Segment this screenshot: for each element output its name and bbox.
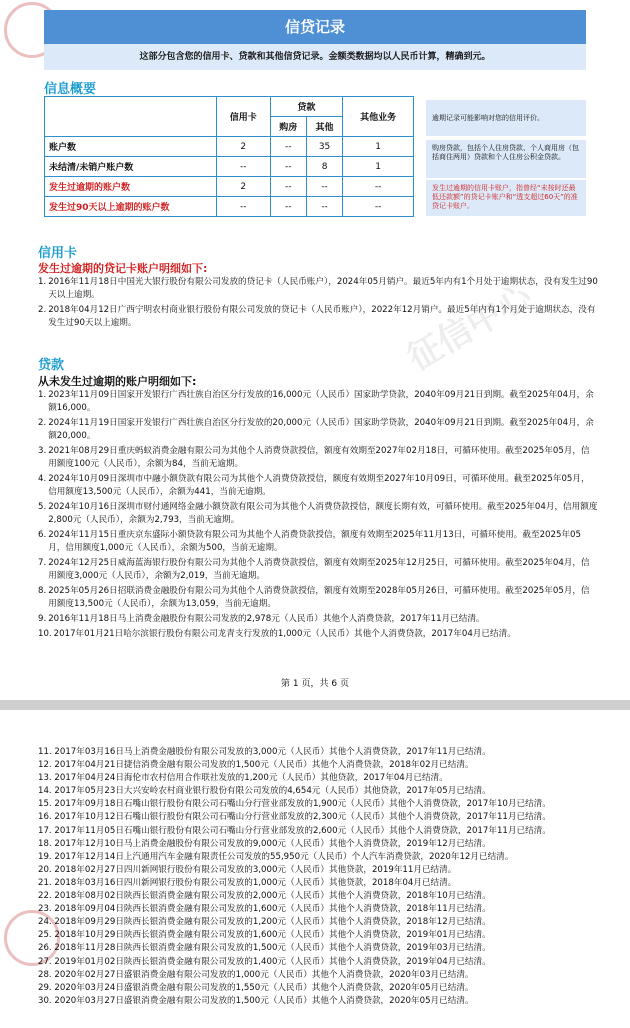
cell-biz: -- <box>343 177 414 197</box>
cell-cc: 2 <box>217 137 271 157</box>
list-item: 8. 2025年05月26日招联消费金融股份有限公司为其他个人消费贷款授信，额度有效期至2028年05月26日，可循环使用。截至2025年05月，信用额度13,500元（人民币），余额为13,059，当前无逾期。 <box>38 586 590 609</box>
table-row <box>45 157 414 177</box>
list-item: 14. 2017年05月23日大兴安岭农村商业银行股份有限公司发放的4,654元（人民币）其他贷款，2017年05月已结清。 <box>38 786 491 797</box>
list-item: 9. 2016年11月18日马上消费金融股份有限公司发放的2,978元（人民币）其他个人消费贷款，2017年11月已结清。 <box>38 614 485 624</box>
cell-other: 8 <box>306 157 342 177</box>
cell-cc: -- <box>217 157 271 177</box>
list-item: 15. 2017年09月18日石嘴山银行股份有限公司石嘴山分行营业部发放的1,900元（人民币）其他个人消费贷款，2017年10月已结清。 <box>38 799 551 810</box>
cell-housing: -- <box>270 137 306 157</box>
list-item: 20. 2018年02月27日四川新网银行股份有限公司发放的3,000元（人民币）其他贷款，2019年11月已结清。 <box>38 864 457 875</box>
summary-section-title: 信息概要 <box>44 82 97 97</box>
loan-list <box>38 389 598 643</box>
loan-list-continued <box>38 746 598 1008</box>
list-item: 18. 2017年12月10日马上消费金融股份有限公司发放的9,000元（人民币）其他个人消费贷款，2019年12月已结清。 <box>38 838 491 849</box>
cell-biz: -- <box>343 197 414 217</box>
cell-other: -- <box>306 177 342 197</box>
cell-other: 35 <box>306 137 342 157</box>
watermark-text: 征信中心 <box>400 276 539 379</box>
list-item: 29. 2020年03月24日盛银消费金融有限公司发放的1,550元（人民币）其他个人消费贷款，2020年05月已结清。 <box>38 982 474 993</box>
cell-housing: -- <box>270 197 306 217</box>
list-item: 23. 2018年09月04日陕西长银消费金融有限公司发放的1,600元（人民币）其他个人消费贷款，2018年11月已结清。 <box>38 904 491 915</box>
list-item: 26. 2018年11月28日陕西长银消费金融有限公司发放的1,500元（人民币）其他个人消费贷款，2019年03月已结清。 <box>38 943 491 954</box>
summary-table <box>44 96 414 217</box>
cell-biz: 1 <box>343 137 414 157</box>
list-item: 12. 2017年04月21日捷信消费金融有限公司发放的1,500元（人民币）其他个人消费贷款，2018年02月已结清。 <box>38 760 474 771</box>
list-item: 30. 2020年03月27日盛银消费金融有限公司发放的1,500元（人民币）其他个人消费贷款，2020年05月已结清。 <box>38 995 474 1006</box>
credit-card-sub-title: 发生过逾期的贷记卡账户明细如下: <box>38 262 208 275</box>
list-item: 25. 2018年10月29日陕西长银消费金融有限公司发放的1,600元（人民币）其他个人消费贷款，2019年01月已结清。 <box>38 930 491 941</box>
list-item: 16. 2017年10月12日石嘴山银行股份有限公司石嘴山分行营业部发放的2,300元（人民币）其他个人消费贷款，2017年11月已结清。 <box>38 812 551 823</box>
list-item: 11. 2017年03月16日马上消费金融股份有限公司发放的3,000元（人民币）其他个人消费贷款，2017年11月已结清。 <box>38 747 491 757</box>
note-housing-loan: 购房贷款，包括个人住房贷款、个人商用房（包括商住两用）贷款和个人住房公积金贷款。 <box>426 140 586 178</box>
row-label: 发生过90天以上逾期的账户数 <box>45 197 217 217</box>
table-header-row <box>45 97 414 117</box>
credit-card-section-title: 信用卡 <box>38 246 78 261</box>
credit-card-list <box>38 276 598 332</box>
list-item: 3. 2021年08月29日重庆蚂蚁消费金融有限公司为其他个人消费贷款授信，额度有效期至2027年02月18日，可循环使用。截至2025年05月，信用额度100元（人民币），余额为84，当前无逾期。 <box>38 446 590 469</box>
cell-housing: -- <box>270 177 306 197</box>
list-item: 24. 2018年09月29日陕西长银消费金融有限公司发放的1,200元（人民币）其他个人消费贷款，2018年12月已结清。 <box>38 917 491 928</box>
page-separator <box>0 700 630 710</box>
list-item: 1. 2016年11月18日中国光大银行股份有限公司发放的贷记卡（人民币账户），2024年05月销户。最近5年内有1个月处于逾期状态，没有发生过90天以上逾期。 <box>38 277 598 300</box>
table-row <box>45 197 414 217</box>
row-label: 账户数 <box>45 137 217 157</box>
table-row <box>45 177 414 197</box>
list-item: 4. 2024年10月09日深圳市中融小额贷款有限公司为其他个人消费贷款授信，额度有效期至2027年10月09日，可循环使用。截至2025年05月，信用额度13,500元（人民币），余额为441，当前无逾期。 <box>38 474 590 497</box>
list-item: 10. 2017年01月21日哈尔滨银行股份有限公司龙青支行发放的1,000元（人民币）其他个人消费贷款，2017年04月已结清。 <box>38 629 516 639</box>
loan-section-title: 贷款 <box>38 358 65 373</box>
list-item: 1. 2023年11月09日国家开发银行广西壮族自治区分行发放的16,000元（人民币）国家助学贷款，2040年09月21日到期。截至2025年04月，余额16,000。 <box>38 390 594 413</box>
list-item: 13. 2017年04月24日海伦市农村信用合作联社发放的1,200元（人民币）其他贷款，2017年04月已结清。 <box>38 773 448 784</box>
page-title: 信贷记录 <box>44 10 586 44</box>
loan-sub-title: 从未发生过逾期的账户明细如下: <box>38 375 197 388</box>
list-item: 6. 2024年11月15日重庆京东盛际小额贷款有限公司为其他个人消费贷款授信，额度有效期至2025年11月13日，可循环使用。截至2025年05月，信用额度1,000元（人民币），余额为500，当前无逾期。 <box>38 530 581 553</box>
list-item: 19. 2017年12月14日上汽通用汽车金融有限责任公司发放的55,950元（人民币）个人汽车消费贷款，2020年12月已结清。 <box>38 851 514 862</box>
list-item: 21. 2018年03月16日四川新网银行股份有限公司发放的1,000元（人民币）其他贷款，2018年04月已结清。 <box>38 877 457 888</box>
header-credit-card: 信用卡 <box>217 97 271 137</box>
cell-housing: -- <box>270 157 306 177</box>
report-page-2 <box>0 710 630 1028</box>
note-overdue-impact: 逾期记录可能影响对您的信用评价。 <box>426 100 586 136</box>
page-number: 第 1 页，共 6 页 <box>281 679 349 689</box>
cell-cc: 2 <box>217 177 271 197</box>
cell-cc: -- <box>217 197 271 217</box>
list-item: 17. 2017年11月05日石嘴山银行股份有限公司石嘴山分行营业部发放的2,600元（人民币）其他个人消费贷款，2017年11月已结清。 <box>38 825 551 836</box>
header-loan: 贷款 <box>270 97 343 117</box>
header-other-business: 其他业务 <box>343 97 414 137</box>
cell-biz: 1 <box>343 157 414 177</box>
header-housing: 购房 <box>270 117 306 137</box>
list-item: 2. 2018年04月12日广西宁明农村商业银行股份有限公司发放的贷记卡（人民币账户），2022年12月销户。最近5年内有1个月处于逾期状态，没有发生过90天以上逾期。 <box>38 305 596 328</box>
cell-other: -- <box>306 197 342 217</box>
note-overdue-card: 发生过逾期的信用卡账户，指曾经“未按时还最低还款额”的贷记卡账户和“透支超过60天”的准贷记卡账户。 <box>426 180 586 216</box>
intro-text: 这部分包含您的信用卡、贷款和其他信贷记录。金额类数据均以人民币计算，精确到元。 <box>44 44 586 70</box>
list-item: 22. 2018年08月02日陕西长银消费金融有限公司发放的2,000元（人民币）其他个人消费贷款，2018年10月已结清。 <box>38 891 491 902</box>
list-item: 5. 2024年10月16日深圳市财付通网络金融小额贷款有限公司为其他个人消费贷款授信，额度长期有效，可循环使用。截至2025年04月，信用额度2,800元（人民币），余额为2,793，当前无逾期。 <box>38 502 598 525</box>
list-item: 27. 2019年01月02日陕西长银消费金融有限公司发放的1,400元（人民币）其他个人消费贷款，2019年04月已结清。 <box>38 956 491 967</box>
header-blank <box>45 97 217 137</box>
list-item: 2. 2024年11月19日国家开发银行广西壮族自治区分行发放的20,000元（人民币）国家助学贷款，2040年09月21日到期。截至2025年04月，余额20,000。 <box>38 418 594 441</box>
list-item: 28. 2020年02月27日盛银消费金融有限公司发放的1,000元（人民币）其他个人消费贷款，2020年03月已结清。 <box>38 969 474 980</box>
header-other: 其他 <box>306 117 342 137</box>
row-label: 发生过逾期的账户数 <box>45 177 217 197</box>
row-label: 未结清/未销户账户数 <box>45 157 217 177</box>
list-item: 7. 2024年12月25日威海蓝海银行股份有限公司为其他个人消费贷款授信，额度有效期至2025年12月25日，可循环使用。截至2025年04月，信用额度3,000元（人民币），余额为2,019，当前无逾期。 <box>38 558 590 581</box>
table-row <box>45 137 414 157</box>
